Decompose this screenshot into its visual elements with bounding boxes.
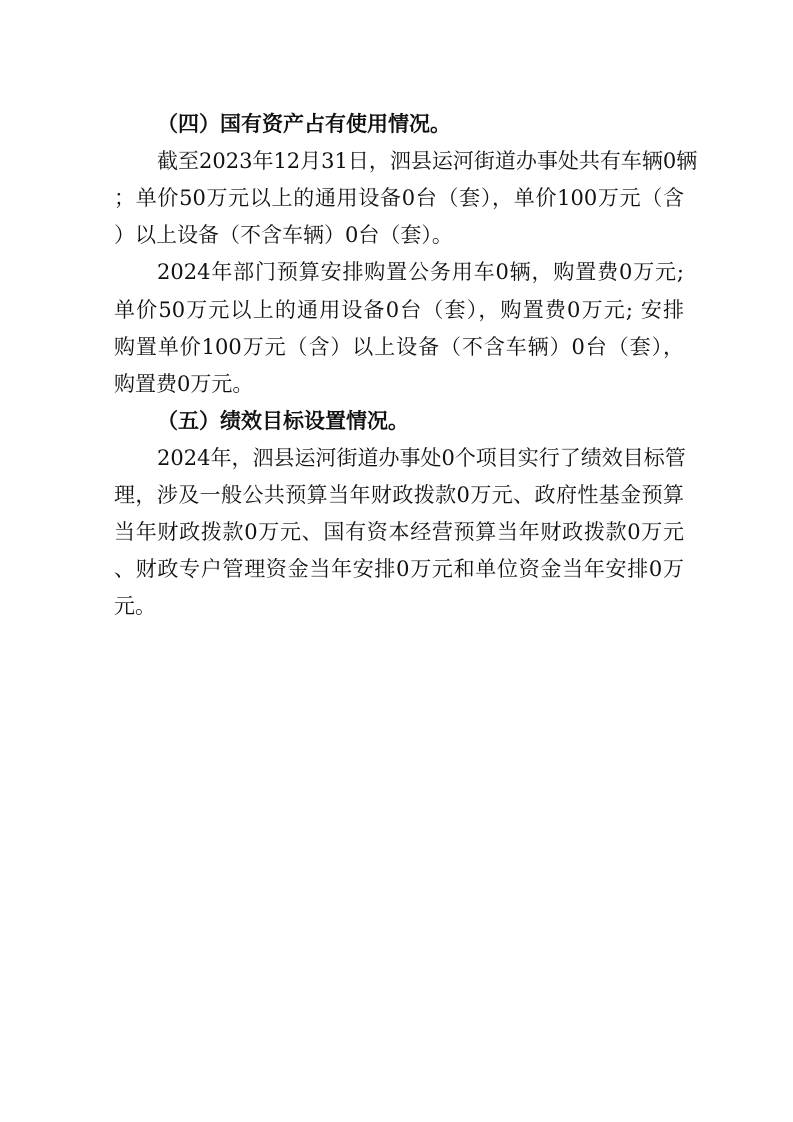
- paragraph-line: 2024年部门预算安排购置公务用车0辆，购置费0万元;: [157, 260, 684, 284]
- paragraph-line: 购置费0万元。: [114, 372, 254, 396]
- paragraph-line: 截至2023年12月31日，泗县运河街道办事处共有车辆0辆: [157, 149, 698, 173]
- section-heading-assets: （四）国有资产占有使用情况。: [157, 112, 451, 136]
- paragraph-line: 单价50万元以上的通用设备0台（套），购置费0万元; 安排: [114, 298, 684, 322]
- paragraph-line: ）以上设备（不含车辆）0台（套）。: [114, 223, 453, 247]
- paragraph-line: 理，涉及一般公共预算当年财政拨款0万元、政府性基金预算: [114, 483, 684, 507]
- section-heading-performance: （五）绩效目标设置情况。: [157, 409, 409, 433]
- paragraph-line: 当年财政拨款0万元、国有资本经营预算当年财政拨款0万元: [114, 520, 684, 544]
- paragraph-line: 元。: [114, 594, 156, 618]
- paragraph-line: 购置单价100万元（含）以上设备（不含车辆）0台（套），: [114, 335, 684, 359]
- paragraph-line: 2024年，泗县运河街道办事处0个项目实行了绩效目标管: [157, 446, 686, 470]
- paragraph-line: 、财政专户管理资金当年安排0万元和单位资金当年安排0万: [114, 557, 684, 581]
- paragraph-line: ；单价50万元以上的通用设备0台（套），单价100万元（含: [114, 186, 684, 210]
